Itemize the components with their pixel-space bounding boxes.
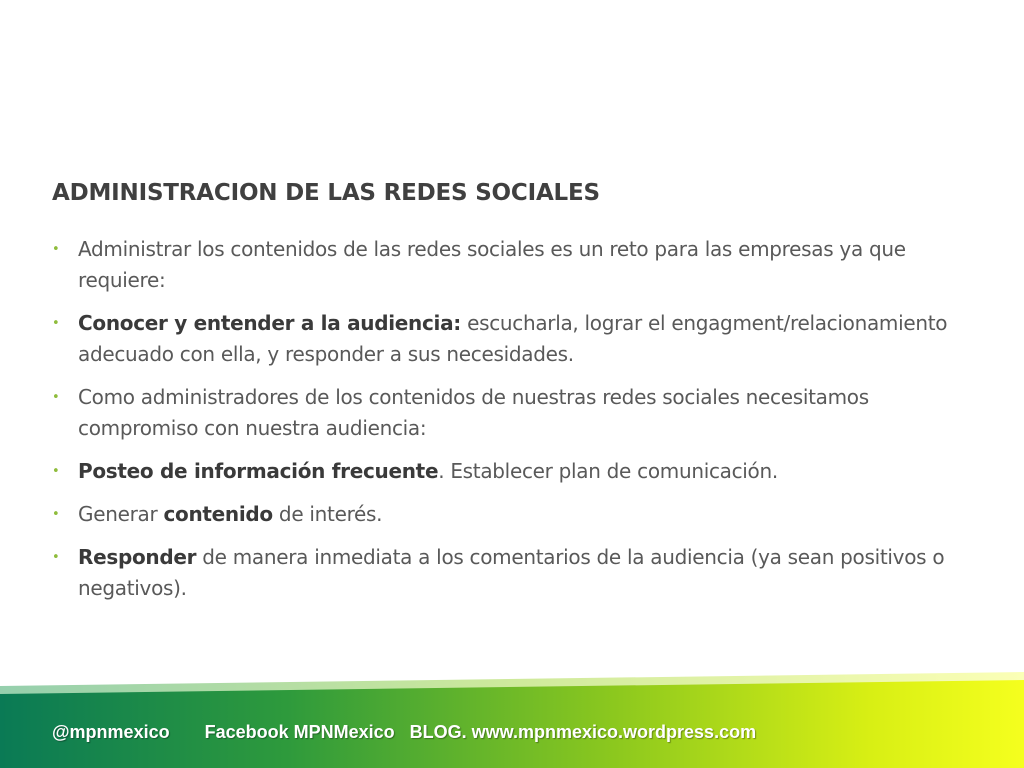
bullet-item — [52, 542, 972, 604]
bullet-text: de manera inmediata a los comentarios de la audiencia (ya sean positivos o negativos). — [78, 545, 945, 600]
bullet-bold-text: Responder — [78, 545, 197, 569]
bullet-bold-text: Posteo de información frecuente — [78, 459, 439, 483]
footer-band — [0, 672, 1024, 768]
footer-blog: BLOG. www.mpnmexico.wordpress.com — [409, 722, 757, 742]
bullet-dot-icon: • — [52, 507, 60, 522]
bullet-text: Como administradores de los contenidos de nuestras redes sociales necesitamos compromiso con nuestra audiencia: — [78, 385, 869, 440]
bullet-dot-icon: • — [52, 316, 60, 331]
bullet-dot-icon: • — [52, 242, 60, 257]
bullet-text: escucharla, lograr el engagment/relacionamiento adecuado con ella, y responder a sus necesidades. — [78, 311, 948, 366]
footer-twitter: @mpnmexico — [52, 722, 170, 742]
bullet-item — [52, 234, 972, 296]
bullet-item — [52, 456, 972, 487]
bullet-bold-text: Conocer y entender a la audiencia: — [78, 311, 462, 335]
bullet-list — [52, 234, 972, 616]
bullet-text: . Establecer plan de comunicación. — [438, 459, 778, 483]
bullet-text: de interés. — [272, 502, 383, 526]
bullet-text: Administrar los contenidos de las redes sociales es un reto para las empresas ya que requiere: — [78, 237, 906, 292]
bullet-text: Generar — [78, 502, 164, 526]
bullet-dot-icon: • — [52, 550, 60, 565]
bullet-item — [52, 382, 972, 444]
footer-text — [52, 722, 756, 743]
bullet-dot-icon: • — [52, 464, 60, 479]
bullet-dot-icon: • — [52, 390, 60, 405]
footer-facebook: Facebook MPNMexico — [204, 722, 395, 742]
bullet-item — [52, 499, 972, 530]
bullet-bold-text: contenido — [163, 502, 273, 526]
bullet-item — [52, 308, 972, 370]
slide-title: ADMINISTRACION DE LAS REDES SOCIALES — [52, 180, 600, 206]
